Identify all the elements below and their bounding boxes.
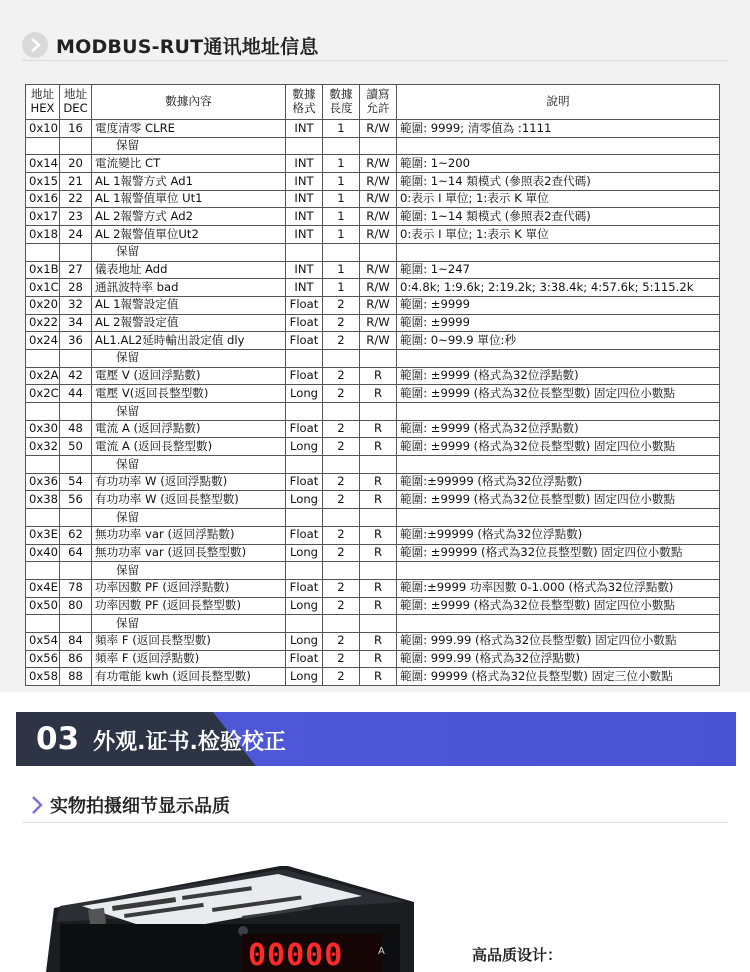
cell-format: INT [286, 261, 323, 279]
reserved-row [26, 562, 720, 580]
reserved-label: 保留 [92, 615, 286, 633]
cell-description: 範圍: 1~200 [397, 155, 720, 173]
table-row [26, 491, 720, 509]
cell-format: Float [286, 579, 323, 597]
divider [22, 822, 728, 823]
cell-length: 2 [323, 544, 360, 562]
empty-cell [60, 403, 92, 421]
table-row [26, 526, 720, 544]
empty-cell [360, 349, 397, 367]
cell-format: INT [286, 173, 323, 191]
table-row [26, 420, 720, 438]
cell-rw: R/W [360, 314, 397, 332]
reserved-label: 保留 [92, 509, 286, 527]
header-description: 說明 [397, 85, 720, 120]
header-dec: 地址 DEC [60, 85, 92, 120]
cell-rw: R [360, 544, 397, 562]
section-header [22, 30, 319, 60]
cell-description: 範圍: ±9999 [397, 314, 720, 332]
cell-hex: 0x2A [26, 367, 60, 385]
cell-hex: 0x56 [26, 650, 60, 668]
reserved-row [26, 137, 720, 155]
cell-dec: 86 [60, 650, 92, 668]
cell-format: Float [286, 332, 323, 350]
cell-length: 1 [323, 261, 360, 279]
empty-cell [286, 243, 323, 261]
cell-hex: 0x36 [26, 473, 60, 491]
cell-dec: 22 [60, 190, 92, 208]
cell-content: AL 2報警值單位Ut2 [92, 226, 286, 244]
cell-content: 有功功率 W (返回長整型數) [92, 491, 286, 509]
display-unit: A [378, 946, 385, 957]
cell-description: 範圍: 99999 (格式為32位長整型數) 固定三位小數點 [397, 668, 720, 686]
cell-description: 範圍: 999.99 (格式為32位長整型數) 固定四位小數點 [397, 632, 720, 650]
cell-hex: 0x10 [26, 120, 60, 138]
empty-cell [397, 349, 720, 367]
empty-cell [286, 615, 323, 633]
cell-content: AL1.AL2延時輸出設定值 dly [92, 332, 286, 350]
header-rw: 讀寫 允許 [360, 85, 397, 120]
cell-length: 2 [323, 668, 360, 686]
empty-cell [26, 403, 60, 421]
cell-dec: 16 [60, 120, 92, 138]
reserved-label: 保留 [92, 403, 286, 421]
cell-dec: 78 [60, 579, 92, 597]
cell-hex: 0x22 [26, 314, 60, 332]
table-row [26, 438, 720, 456]
table-body [26, 120, 720, 686]
cell-hex: 0x2C [26, 385, 60, 403]
section-banner [16, 712, 736, 766]
divider [22, 60, 728, 61]
empty-cell [360, 456, 397, 474]
empty-cell [26, 456, 60, 474]
header-hex: 地址 HEX [26, 85, 60, 120]
empty-cell [286, 509, 323, 527]
cell-description: 0:4.8k; 1:9.6k; 2:19.2k; 3:38.4k; 4:57.6k; 5:115.2k [397, 279, 720, 297]
cell-format: Float [286, 650, 323, 668]
header-format: 數據 格式 [286, 85, 323, 120]
cell-rw: R [360, 367, 397, 385]
cell-rw: R [360, 597, 397, 615]
reserved-row [26, 403, 720, 421]
reserved-label: 保留 [92, 137, 286, 155]
cell-content: 電壓 V(返回長整型數) [92, 385, 286, 403]
cell-description: 範圍: 0~99.9 單位:秒 [397, 332, 720, 350]
cell-dec: 20 [60, 155, 92, 173]
empty-cell [360, 137, 397, 155]
cell-description: 範圍: ±9999 (格式為32位長整型數) 固定四位小數點 [397, 491, 720, 509]
cell-description: 範圍: ±9999 (格式為32位浮點數) [397, 420, 720, 438]
empty-cell [26, 349, 60, 367]
table-row [26, 173, 720, 191]
cell-hex: 0x38 [26, 491, 60, 509]
cell-description: 範圍:±99999 (格式為32位浮點數) [397, 526, 720, 544]
cell-length: 2 [323, 314, 360, 332]
cell-format: INT [286, 190, 323, 208]
cell-content: 功率因數 PF (返回長整型數) [92, 597, 286, 615]
cell-length: 1 [323, 226, 360, 244]
subsection-title: 实物拍摄细节显示品质 [50, 796, 230, 817]
cell-dec: 23 [60, 208, 92, 226]
cell-dec: 36 [60, 332, 92, 350]
cell-length: 1 [323, 120, 360, 138]
cell-format: Float [286, 473, 323, 491]
table-row [26, 332, 720, 350]
table-row [26, 650, 720, 668]
empty-cell [323, 349, 360, 367]
display-digits: 00000 [248, 938, 344, 972]
cell-rw: R/W [360, 226, 397, 244]
cell-format: Float [286, 420, 323, 438]
cell-hex: 0x1C [26, 279, 60, 297]
cell-hex: 0x32 [26, 438, 60, 456]
cell-length: 2 [323, 579, 360, 597]
empty-cell [26, 562, 60, 580]
cell-description: 範圍: 9999; 清零值為 :1111 [397, 120, 720, 138]
table-row [26, 120, 720, 138]
cell-length: 1 [323, 155, 360, 173]
empty-cell [360, 403, 397, 421]
cell-description: 範圍: ±9999 (格式為32位長整型數) 固定四位小數點 [397, 438, 720, 456]
reserved-row [26, 349, 720, 367]
table-row [26, 279, 720, 297]
cell-length: 2 [323, 296, 360, 314]
cell-format: INT [286, 120, 323, 138]
empty-cell [397, 243, 720, 261]
cell-content: AL 1報警設定值 [92, 296, 286, 314]
cell-content: AL 2報警方式 Ad2 [92, 208, 286, 226]
cell-hex: 0x40 [26, 544, 60, 562]
empty-cell [60, 243, 92, 261]
empty-cell [323, 456, 360, 474]
reserved-label: 保留 [92, 349, 286, 367]
empty-cell [26, 615, 60, 633]
cell-length: 2 [323, 420, 360, 438]
cell-dec: 56 [60, 491, 92, 509]
meter-device-photo [42, 862, 414, 972]
reserved-label: 保留 [92, 562, 286, 580]
empty-cell [323, 243, 360, 261]
empty-cell [60, 615, 92, 633]
cell-description: 範圍: 999.99 (格式為32位浮點數) [397, 650, 720, 668]
cell-format: Long [286, 668, 323, 686]
cell-length: 2 [323, 491, 360, 509]
empty-cell [360, 509, 397, 527]
empty-cell [286, 562, 323, 580]
cell-hex: 0x17 [26, 208, 60, 226]
empty-cell [397, 509, 720, 527]
empty-cell [323, 562, 360, 580]
cell-dec: 54 [60, 473, 92, 491]
cell-dec: 32 [60, 296, 92, 314]
cell-rw: R/W [360, 261, 397, 279]
empty-cell [360, 243, 397, 261]
cell-description: 0:表示 I 單位; 1:表示 K 單位 [397, 226, 720, 244]
table-row [26, 314, 720, 332]
table-row [26, 367, 720, 385]
cell-dec: 21 [60, 173, 92, 191]
cell-description: 範圍: 1~14 類模式 (參照表2查代碼) [397, 173, 720, 191]
empty-cell [26, 243, 60, 261]
cell-description: 範圍: ±9999 (格式為32位長整型數) 固定四位小數點 [397, 385, 720, 403]
cell-dec: 64 [60, 544, 92, 562]
cell-dec: 84 [60, 632, 92, 650]
cell-rw: R [360, 491, 397, 509]
cell-dec: 24 [60, 226, 92, 244]
empty-cell [360, 615, 397, 633]
cell-rw: R [360, 668, 397, 686]
cell-hex: 0x14 [26, 155, 60, 173]
empty-cell [323, 137, 360, 155]
empty-cell [60, 562, 92, 580]
cell-content: 儀表地址 Add [92, 261, 286, 279]
empty-cell [286, 403, 323, 421]
cell-dec: 28 [60, 279, 92, 297]
table-row [26, 226, 720, 244]
cell-content: 頻率 F (返回浮點數) [92, 650, 286, 668]
cell-description: 範圍:±99999 (格式為32位浮點數) [397, 473, 720, 491]
cell-hex: 0x30 [26, 420, 60, 438]
cell-rw: R [360, 438, 397, 456]
table-row [26, 597, 720, 615]
cell-rw: R [360, 473, 397, 491]
empty-cell [26, 137, 60, 155]
reserved-row [26, 509, 720, 527]
banner-text [36, 721, 286, 757]
table-row [26, 296, 720, 314]
empty-cell [323, 615, 360, 633]
cell-dec: 27 [60, 261, 92, 279]
cell-dec: 62 [60, 526, 92, 544]
cell-length: 1 [323, 190, 360, 208]
cell-length: 1 [323, 173, 360, 191]
cell-length: 2 [323, 473, 360, 491]
cell-hex: 0x4E [26, 579, 60, 597]
cell-format: Long [286, 385, 323, 403]
cell-content: 有功功率 W (返回浮點數) [92, 473, 286, 491]
cell-format: Long [286, 632, 323, 650]
table-row [26, 473, 720, 491]
cell-length: 2 [323, 367, 360, 385]
reserved-label: 保留 [92, 243, 286, 261]
empty-cell [286, 456, 323, 474]
cell-hex: 0x16 [26, 190, 60, 208]
empty-cell [397, 403, 720, 421]
cell-content: 電度清零 CLRE [92, 120, 286, 138]
empty-cell [60, 509, 92, 527]
cell-rw: R [360, 632, 397, 650]
cell-dec: 42 [60, 367, 92, 385]
cell-rw: R [360, 526, 397, 544]
cell-format: Float [286, 296, 323, 314]
cell-hex: 0x20 [26, 296, 60, 314]
cell-content: 無功功率 var (返回長整型數) [92, 544, 286, 562]
cell-format: Long [286, 597, 323, 615]
table-header-row [26, 85, 720, 120]
cell-rw: R/W [360, 155, 397, 173]
empty-cell [26, 509, 60, 527]
table-row [26, 261, 720, 279]
reserved-label: 保留 [92, 456, 286, 474]
cell-hex: 0x18 [26, 226, 60, 244]
cell-length: 2 [323, 597, 360, 615]
reserved-row [26, 615, 720, 633]
banner-title: 外观.证书.检验校正 [93, 730, 286, 755]
cell-dec: 50 [60, 438, 92, 456]
cell-format: INT [286, 226, 323, 244]
empty-cell [360, 562, 397, 580]
cell-hex: 0x15 [26, 173, 60, 191]
register-table [25, 84, 720, 686]
reserved-row [26, 243, 720, 261]
cell-dec: 34 [60, 314, 92, 332]
empty-cell [323, 509, 360, 527]
cell-content: AL 1報警方式 Ad1 [92, 173, 286, 191]
cell-content: 頻率 F (返回長整型數) [92, 632, 286, 650]
empty-cell [397, 615, 720, 633]
header-length: 數據 長度 [323, 85, 360, 120]
reserved-row [26, 456, 720, 474]
cell-format: INT [286, 155, 323, 173]
cell-dec: 44 [60, 385, 92, 403]
cell-format: INT [286, 279, 323, 297]
table-row [26, 208, 720, 226]
cell-rw: R/W [360, 208, 397, 226]
cell-format: Float [286, 314, 323, 332]
cell-length: 1 [323, 279, 360, 297]
cell-rw: R [360, 385, 397, 403]
cell-dec: 48 [60, 420, 92, 438]
table-row [26, 668, 720, 686]
cell-rw: R/W [360, 296, 397, 314]
empty-cell [286, 137, 323, 155]
subsection-header [30, 792, 230, 818]
empty-cell [60, 456, 92, 474]
cell-dec: 80 [60, 597, 92, 615]
cell-format: Float [286, 526, 323, 544]
chevron-right-icon [22, 32, 48, 58]
cell-content: 功率因數 PF (返回浮點數) [92, 579, 286, 597]
cell-description: 範圍: ±9999 (格式為32位長整型數) 固定四位小數點 [397, 597, 720, 615]
cell-content: 電流 A (返回長整型數) [92, 438, 286, 456]
cell-content: 電流 A (返回浮點數) [92, 420, 286, 438]
cell-hex: 0x54 [26, 632, 60, 650]
quality-label: 高品质设计： [472, 946, 563, 964]
cell-description: 範圍:±9999 功率因數 0-1.000 (格式為32位浮點數) [397, 579, 720, 597]
cell-hex: 0x3E [26, 526, 60, 544]
cell-content: 電壓 V (返回浮點數) [92, 367, 286, 385]
cell-description: 範圍: ±9999 [397, 296, 720, 314]
cell-length: 1 [323, 208, 360, 226]
table-row [26, 155, 720, 173]
table-row [26, 544, 720, 562]
cell-rw: R/W [360, 332, 397, 350]
cell-rw: R [360, 420, 397, 438]
cell-format: Long [286, 491, 323, 509]
cell-format: Long [286, 438, 323, 456]
cell-hex: 0x1B [26, 261, 60, 279]
cell-description: 範圍: ±9999 (格式為32位浮點數) [397, 367, 720, 385]
cell-length: 2 [323, 332, 360, 350]
empty-cell [60, 349, 92, 367]
cell-format: Float [286, 367, 323, 385]
empty-cell [397, 456, 720, 474]
table-row [26, 632, 720, 650]
cell-hex: 0x24 [26, 332, 60, 350]
cell-description: 範圍: ±99999 (格式為32位長整型數) 固定四位小數點 [397, 544, 720, 562]
cell-length: 2 [323, 438, 360, 456]
cell-format: INT [286, 208, 323, 226]
cell-content: AL 1報警值單位 Ut1 [92, 190, 286, 208]
cell-content: 無功功率 var (返回浮點數) [92, 526, 286, 544]
cell-length: 2 [323, 650, 360, 668]
cell-dec: 88 [60, 668, 92, 686]
cell-rw: R/W [360, 190, 397, 208]
cell-rw: R/W [360, 279, 397, 297]
cell-rw: R/W [360, 173, 397, 191]
cell-format: Long [286, 544, 323, 562]
cell-content: 有功電能 kwh (返回長整型數) [92, 668, 286, 686]
cell-content: 電流變比 CT [92, 155, 286, 173]
cell-hex: 0x58 [26, 668, 60, 686]
empty-cell [60, 137, 92, 155]
table-row [26, 385, 720, 403]
cell-rw: R/W [360, 120, 397, 138]
cell-length: 2 [323, 632, 360, 650]
empty-cell [397, 137, 720, 155]
cell-content: 通訊波特率 bad [92, 279, 286, 297]
chevron-right-icon [30, 795, 44, 815]
cell-content: AL 2報警設定值 [92, 314, 286, 332]
banner-number: 03 [36, 721, 80, 757]
empty-cell [397, 562, 720, 580]
table-row [26, 190, 720, 208]
cell-description: 範圍: 1~14 類模式 (參照表2查代碼) [397, 208, 720, 226]
empty-cell [286, 349, 323, 367]
cell-length: 2 [323, 385, 360, 403]
cell-length: 2 [323, 526, 360, 544]
header-content: 數據內容 [92, 85, 286, 120]
cell-rw: R [360, 579, 397, 597]
cell-description: 範圍: 1~247 [397, 261, 720, 279]
table-row [26, 579, 720, 597]
empty-cell [323, 403, 360, 421]
section-title: MODBUS-RUT通讯地址信息 [56, 35, 319, 58]
cell-description: 0:表示 I 單位; 1:表示 K 單位 [397, 190, 720, 208]
cell-hex: 0x50 [26, 597, 60, 615]
cell-rw: R [360, 650, 397, 668]
